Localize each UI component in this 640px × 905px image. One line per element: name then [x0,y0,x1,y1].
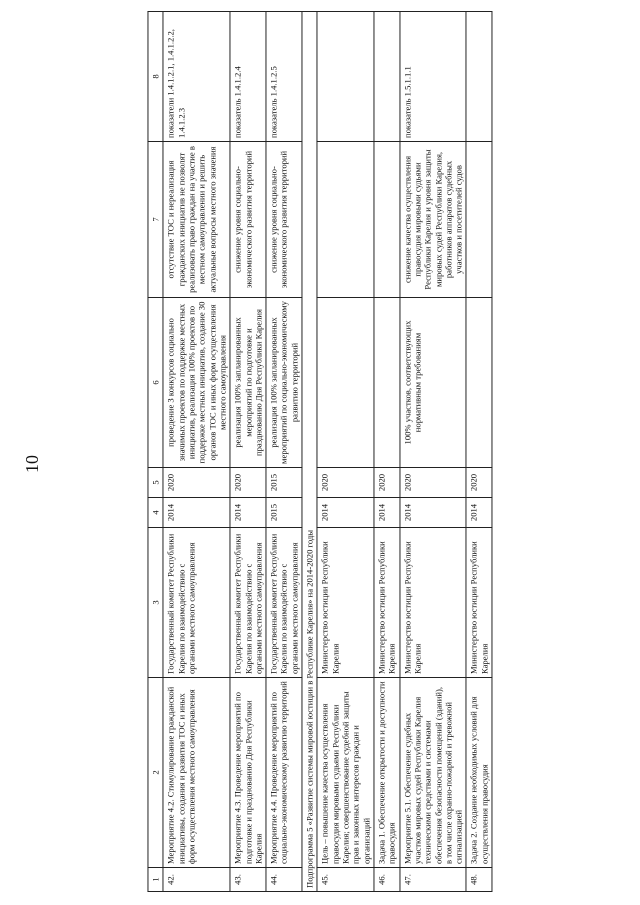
end-year-cell: 2020 [374,468,400,498]
end-year-cell: 2015 [266,468,302,498]
end-year-cell: 2020 [466,468,492,498]
row-number-cell: 47. [400,868,467,892]
indicator-link-cell: показатель 1.4.1.2.5 [266,12,302,142]
table-row [230,12,266,892]
indicator-link-cell: показатели 1.4.1.2.1, 1.4.1.2.2, 1.4.1.2.3 [163,12,230,142]
consequences-cell: снижение уровня социально-экономического развития территорий [230,142,266,298]
page-number: 10 [22,455,42,473]
start-year-cell: 2015 [266,498,302,528]
row-number-cell: 46. [374,868,400,892]
column-header: 1 [148,868,163,892]
end-year-cell: 2020 [163,468,230,498]
expected-result-cell [374,298,400,468]
indicator-link-cell: показатель 1.4.1.2.4 [230,12,266,142]
start-year-cell: 2014 [163,498,230,528]
column-header: 6 [148,298,163,468]
column-header: 2 [148,678,163,868]
expected-result-cell [466,298,492,468]
responsible-executor-cell: Государственный комитет Республики Карелия по взаимодействию с органами местного самоуправления [266,528,302,678]
responsible-executor-cell: Министерство юстиции Республики Карелия [374,528,400,678]
table-row [266,12,302,892]
program-measures-table [147,11,492,892]
measure-name-cell: Мероприятие 4.3. Проведение мероприятий по подготовке и празднованию Дня Республики Карелия [230,678,266,868]
column-header: 7 [148,142,163,298]
row-number-cell: 43. [230,868,266,892]
start-year-cell: 2014 [466,498,492,528]
consequences-cell [317,142,374,298]
expected-result-cell: реализация 100% запланированных мероприятий по социально-экономическому развитию территорий [266,298,302,468]
start-year-cell: 2014 [230,498,266,528]
table-row [374,12,400,892]
consequences-cell: снижение качества осуществления правосудия мировыми судьями Республики Карелия и уровня защиты мировых судей Республики Карелия, работников аппаратов судебных участков и посетителей судов [400,142,467,298]
column-header: 5 [148,468,163,498]
indicator-link-cell [374,12,400,142]
responsible-executor-cell: Министерство юстиции Республики Карелия [466,528,492,678]
start-year-cell: 2014 [374,498,400,528]
end-year-cell: 2020 [317,468,374,498]
expected-result-cell [317,298,374,468]
table-row [466,12,492,892]
column-header: 4 [148,498,163,528]
consequences-cell: отсутствие ТОС и нереализация гражданских инициатив не позволят реализовать право граждан на участие в местном самоуправлении и решить актуальные вопросы местного значения [163,142,230,298]
table-body [163,12,492,892]
consequences-cell [374,142,400,298]
row-number-cell: 44. [266,868,302,892]
responsible-executor-cell: Государственный комитет Республики Карелия по взаимодействию с органами местного самоуправления [230,528,266,678]
measure-name-cell: Мероприятие 5.1. Обеспечение судебных участков мировых судей Республики Карелия техническими средствами и системами обеспечения безопасности помещений (зданий), в том числе охранно-пожарной и тревожной сигнализацией [400,678,467,868]
start-year-cell: 2014 [400,498,467,528]
measure-name-cell: Мероприятие 4.4. Проведение мероприятий по социально-экономическому развитию территорий [266,678,302,868]
measure-name-cell: Цель – повышение качества осуществления правосудия мировыми судьями Республики Карелия; совершенствование судебной защиты прав и законных интересов граждан и организаций [317,678,374,868]
row-number-cell: 48. [466,868,492,892]
expected-result-cell: реализация 100% запланированных мероприятий по подготовке и празднованию Дня Республики Карелия [230,298,266,468]
column-header: 3 [148,528,163,678]
measure-name-cell: Мероприятие 4.2. Стимулирование гражданской инициативы, создания и развития ТОС и иных форм осуществления местного самоуправления [163,678,230,868]
start-year-cell: 2014 [317,498,374,528]
indicator-link-cell [466,12,492,142]
table-row [163,12,230,892]
rotated-table-container [147,12,492,892]
table-row [317,12,374,892]
responsible-executor-cell: Министерство юстиции Республики Карелия [400,528,467,678]
row-number-cell: 45. [317,868,374,892]
consequences-cell: снижение уровня социально-экономического развития территорий [266,142,302,298]
responsible-executor-cell: Министерство юстиции Республики Карелия [317,528,374,678]
row-number-cell: 42. [163,868,230,892]
table-row [400,12,467,892]
measure-name-cell: Задача 1. Обеспечение открытости и доступности правосудия [374,678,400,868]
responsible-executor-cell: Государственный комитет Республики Карелия по взаимодействию с органами местного самоуправления [163,528,230,678]
subprogram-heading: Подпрограмма 5 «Развитие системы мировой юстиции в Республике Карелия» на 2014-2020 годы [302,12,317,892]
table-header-row [148,12,163,892]
end-year-cell: 2020 [230,468,266,498]
column-header: 8 [148,12,163,142]
expected-result-cell: 100% участков, соответствующих нормативным требованиям [400,298,467,468]
expected-result-cell: проведение 3 конкурсов социально значимых проектов по поддержке местных инициатив, реализация 100% проектов по поддержке местных инициатив, создание 30 органов ТОС и иных форм осуществления местного самоуправления [163,298,230,468]
subprogram-heading-row [302,12,317,892]
consequences-cell [466,142,492,298]
indicator-link-cell: показатель 1.5.1.1.1 [400,12,467,142]
end-year-cell: 2020 [400,468,467,498]
measure-name-cell: Задача 2. Создание необходимых условий для осуществления правосудия [466,678,492,868]
indicator-link-cell [317,12,374,142]
